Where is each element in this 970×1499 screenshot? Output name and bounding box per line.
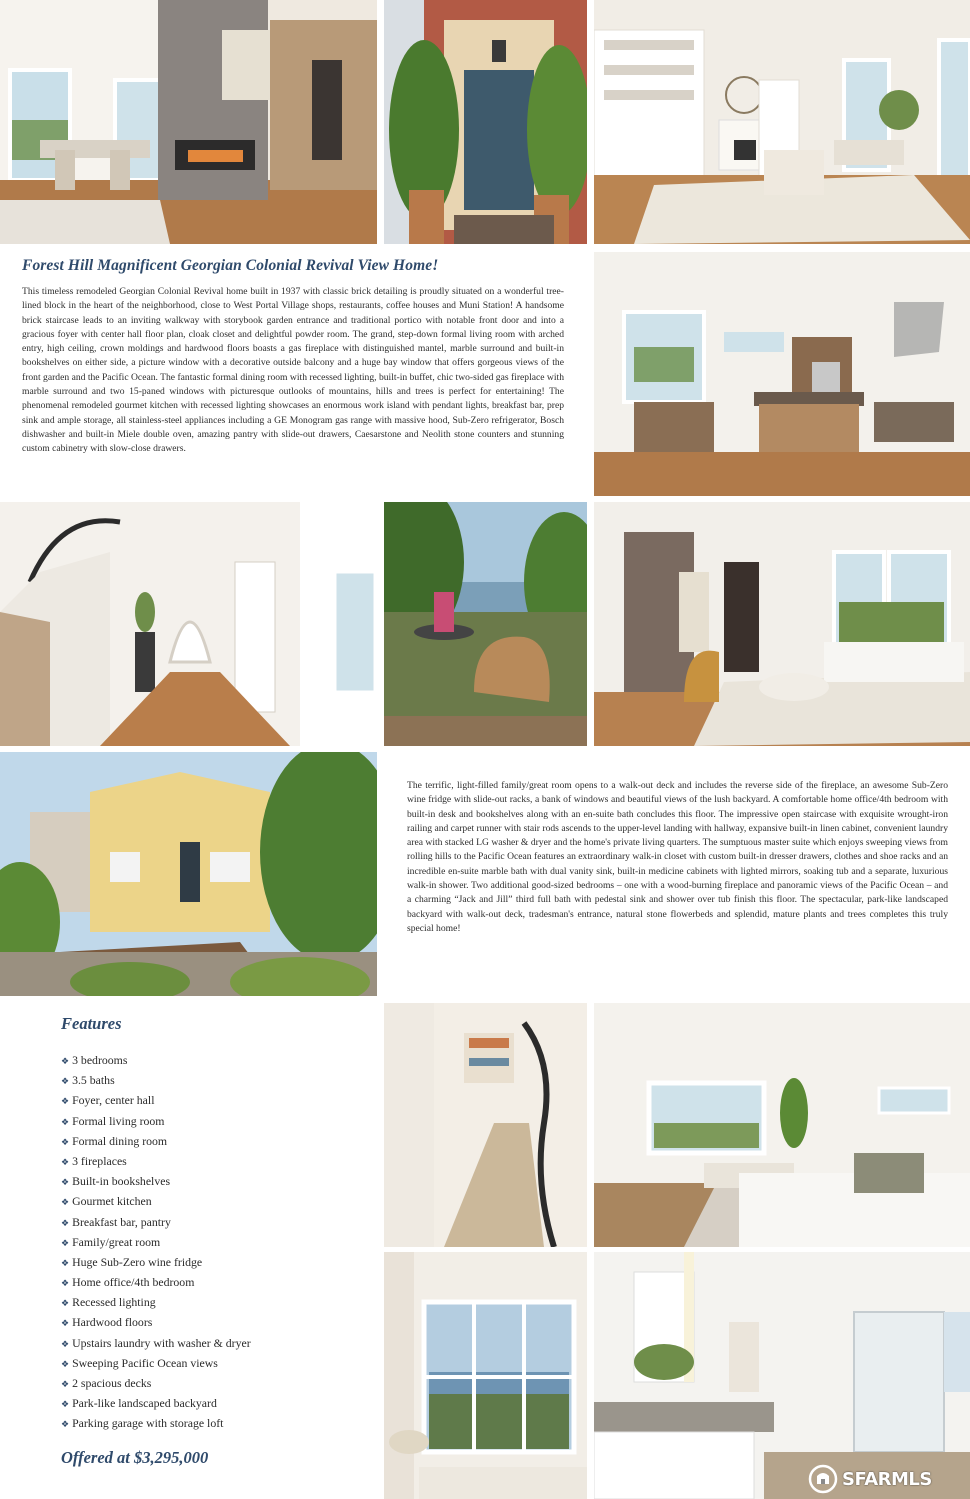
diamond-bullet-icon: ❖: [61, 1077, 70, 1088]
diamond-bullet-icon: ❖: [61, 1339, 70, 1350]
feature-label: Parking garage with storage loft: [72, 1416, 224, 1431]
living-room-photo: [594, 0, 970, 244]
feature-label: 2 spacious decks: [72, 1376, 152, 1390]
feature-item: [61, 1292, 251, 1312]
diamond-bullet-icon: ❖: [61, 1400, 70, 1411]
feature-item: [61, 1353, 251, 1373]
diamond-bullet-icon: ❖: [61, 1097, 70, 1108]
description-paragraph-2: The terrific, light-filled family/great room opens to a walk-out deck and includes the reverse side of the fireplace, an awesome Sub-Zero wine fridge with slide-out racks, a bank of windows and beautiful views of the lush backyard. A comfortable home office/4th bedroom with built-in desk and bookshelves along with an en-suite bath concludes this floor. The impressive open staircase with exquisite wrought-iron railing and carpet runner with stair rods ascends to the upper-level landing with hallway, expansive built-in linen cabinet, convenient laundry area with stacked LG washer & dryer and the home's private living quarters. The sumptuous master suite which enjoys sweeping views from rolling hills to the Pacific Ocean features an extraordinary walk-in closet with custom built-in dresser drawers, clothes and shoe racks and an incredible en-suite marble bath with dual vanity sink, built-in medicine cabinets with lighted mirrors, soaking tub and a separate, luxurious walk-in shower. Two additional good-sized bedrooms – one with a wood-burning fireplace and panoramic views of the Pacific Ocean – and a charming “Jack and Jill” third full bath with pedestal sink and shower over tub finish this floor. The spectacular, park-like landscaped backyard with walk-out deck, tradesman's entrance, natural stone flowerbeds and splendid, mature plants and trees completes this truly special home!: [407, 780, 948, 934]
feature-item: [61, 1090, 251, 1110]
feature-item: [61, 1413, 251, 1433]
diamond-bullet-icon: ❖: [61, 1057, 70, 1067]
feature-label: Foyer, center hall: [72, 1093, 155, 1108]
feature-label: Sweeping Pacific Ocean views: [72, 1355, 218, 1370]
description-paragraph-1: This timeless remodeled Georgian Colonial Revival home built in 1937 with classic brick detailing is proudly situated on a wonderful tree-lined block in the heart of the neighborhood, close to West Portal Village shops, restaurants, coffee houses and Muni Station! A handsome brick staircase leads to an inviting walkway with storybook garden entrance and traditional portico with notable front door and into a gracious foyer with center hall floor plan, cloak closet and delightful powder room. The grand, step-down formal living room with arched entry, high ceiling, crown moldings and hardwood floors boasts a gas fireplace with distinguished mantel, marble surround and built-in bookshelves on either side, a picture window with a decorative outside balcony and a huge bay window that offers gorgeous views of the front garden and the Pacific Ocean. The fantastic formal dining room with recessed lighting, built-in buffet, chic two-sided gas fireplace with marble surround and two 15-paned windows with picturesque outlooks of mountains, hills and trees is perfect for entertaining! The phenomenal remodeled gourmet kitchen with recessed lighting showcases an enormous work island with pendant lights, breakfast bar, prep sink and ample storage, all stainless-steel appliances including a GE Monogram gas range with massive hood, Sub-Zero refrigerator, Bosch dishwasher and built-in Miele double oven, amazing pantry with slide-out drawers, Caesarstone and Neolith stone counters and stunning custom cabinetry with slow-close drawers.: [22, 286, 564, 455]
upper-staircase-photo: [384, 1003, 587, 1247]
features-heading: Features: [61, 1014, 122, 1033]
bay-window-photo: [384, 1252, 587, 1499]
feature-label: Home office/4th bedroom: [72, 1275, 195, 1290]
feature-item: [61, 1131, 251, 1151]
feature-item: [61, 1312, 251, 1332]
feature-label: Huge Sub-Zero wine fridge: [72, 1254, 203, 1269]
features-list: [61, 1050, 251, 1434]
feature-label: Park-like landscaped backyard: [72, 1396, 217, 1411]
feature-item: [61, 1393, 251, 1413]
dining-room-photo: [0, 0, 377, 244]
feature-item: [61, 1232, 251, 1252]
family-room-photo: [594, 502, 970, 746]
diamond-bullet-icon: ❖: [61, 1238, 70, 1249]
diamond-bullet-icon: ❖: [61, 1319, 70, 1330]
diamond-bullet-icon: ❖: [61, 1279, 70, 1290]
diamond-bullet-icon: ❖: [61, 1218, 70, 1229]
staircase-foyer-photo: [0, 502, 377, 746]
diamond-bullet-icon: ❖: [61, 1137, 70, 1148]
feature-label: Formal living room: [72, 1113, 165, 1128]
feature-label: 3 fireplaces: [72, 1153, 127, 1168]
feature-label: Hardwood floors: [72, 1315, 153, 1330]
diamond-bullet-icon: ❖: [61, 1420, 70, 1431]
feature-item: [61, 1191, 251, 1211]
diamond-bullet-icon: ❖: [61, 1258, 70, 1269]
feature-label: Recessed lighting: [72, 1295, 156, 1310]
feature-label: Family/great room: [72, 1234, 161, 1249]
feature-label: 3 bedrooms: [72, 1053, 128, 1067]
feature-item: [61, 1212, 251, 1232]
diamond-bullet-icon: ❖: [61, 1157, 70, 1168]
feature-item: [61, 1333, 251, 1353]
diamond-bullet-icon: ❖: [61, 1299, 70, 1310]
diamond-bullet-icon: ❖: [61, 1198, 70, 1209]
feature-item: [61, 1151, 251, 1171]
feature-label: Breakfast bar, pantry: [72, 1214, 171, 1229]
backyard-photo: [0, 752, 377, 996]
feature-label: Formal dining room: [72, 1133, 168, 1148]
feature-label: Built-in bookshelves: [72, 1174, 171, 1189]
listing-price: Offered at $3,295,000: [61, 1448, 209, 1467]
diamond-bullet-icon: ❖: [61, 1117, 70, 1128]
feature-item: [61, 1111, 251, 1131]
master-bedroom-photo: [594, 1003, 970, 1247]
feature-item: [61, 1272, 251, 1292]
feature-label: 3.5 baths: [72, 1073, 115, 1088]
front-door-photo: [384, 0, 587, 244]
feature-item: [61, 1070, 251, 1090]
feature-label: Gourmet kitchen: [72, 1194, 152, 1209]
feature-label: Upstairs laundry with washer & dryer: [72, 1335, 251, 1350]
feature-item: [61, 1252, 251, 1272]
logo-text: SFARMLS: [842, 1468, 932, 1490]
kitchen-photo: [594, 252, 970, 496]
mls-logo-icon: [808, 1464, 838, 1494]
patio-view-photo: [384, 502, 587, 746]
diamond-bullet-icon: ❖: [61, 1380, 70, 1390]
sfarmls-logo: [808, 1462, 968, 1496]
listing-headline: Forest Hill Magnificent Georgian Colonial Revival View Home!: [22, 257, 439, 274]
feature-item: [61, 1373, 251, 1393]
diamond-bullet-icon: ❖: [61, 1359, 70, 1370]
diamond-bullet-icon: ❖: [61, 1178, 70, 1189]
feature-item: [61, 1171, 251, 1191]
feature-item: [61, 1050, 251, 1070]
